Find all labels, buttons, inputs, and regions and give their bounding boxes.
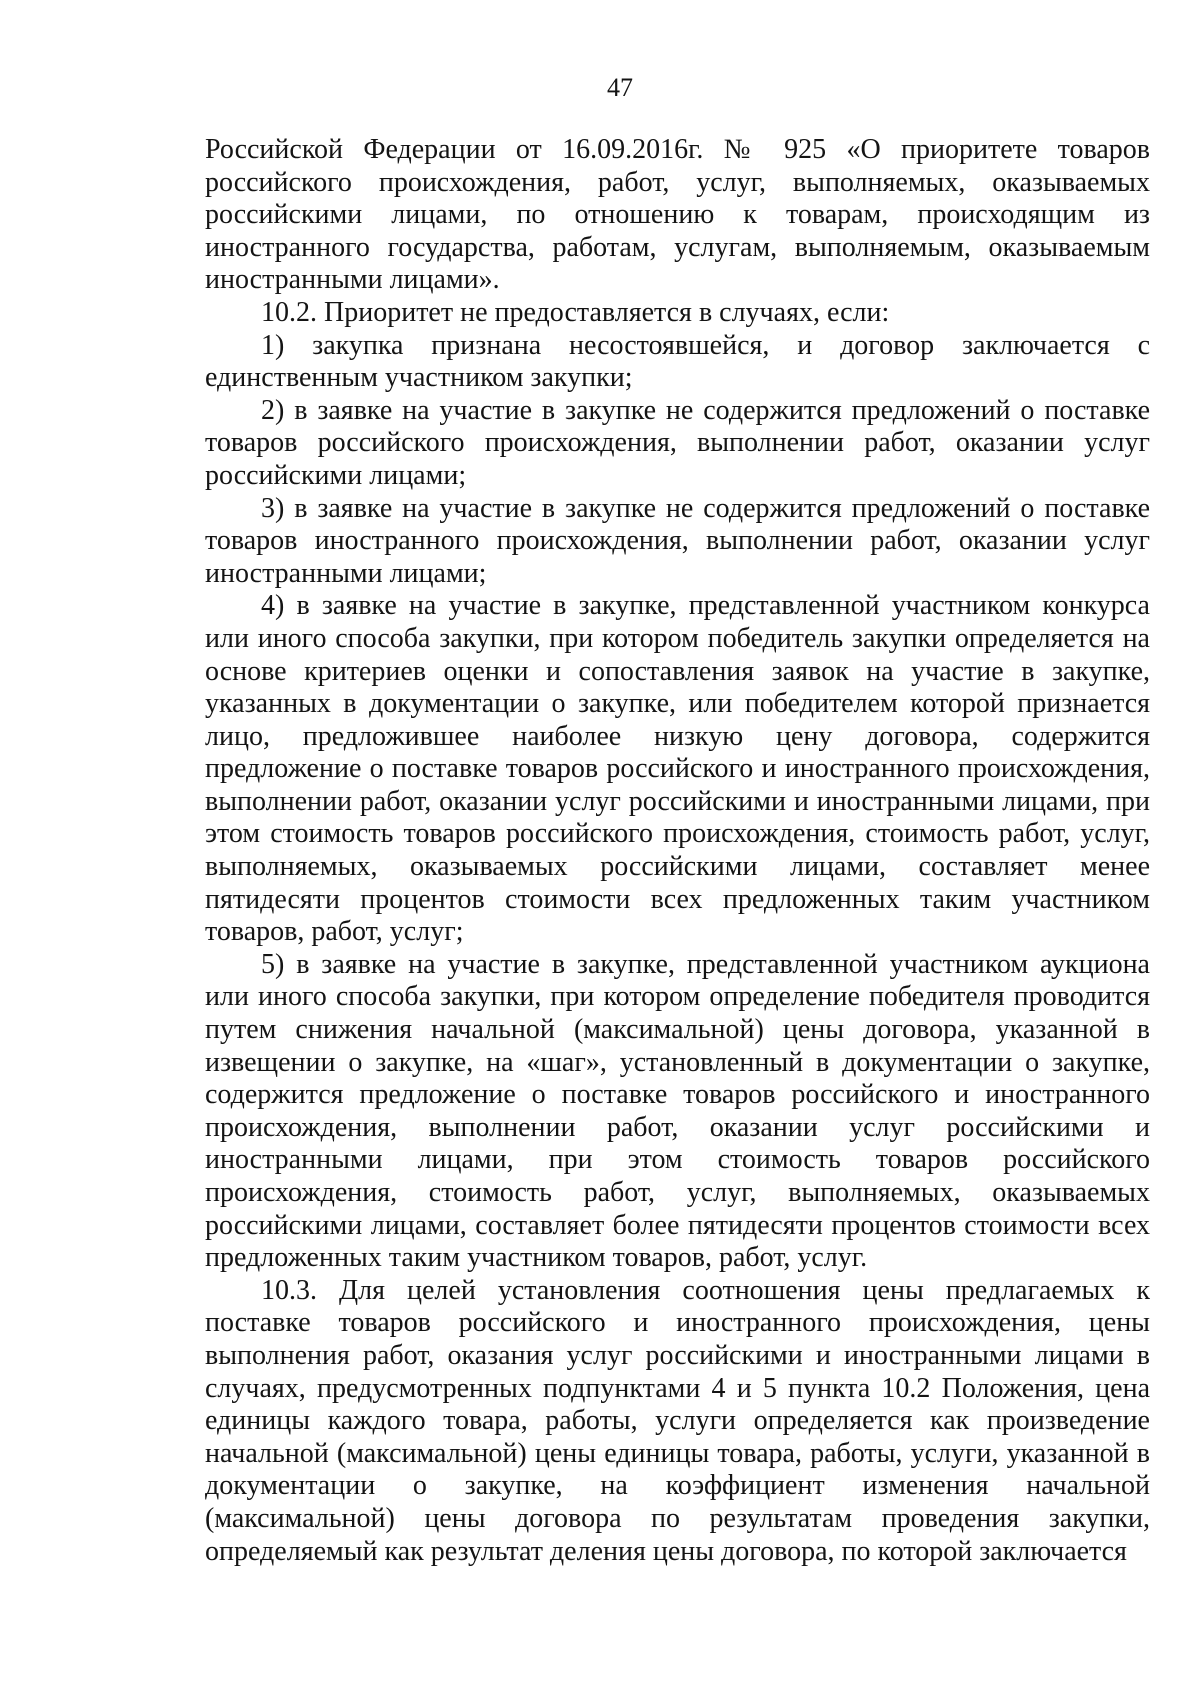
page-number: 47 bbox=[607, 73, 633, 102]
paragraph-10-2-item-3: 3) в заявке на участие в закупке не содержится предложений о поставке товаров иностранного происхождения, выполнении работ, оказании услуг иностранными лицами; bbox=[205, 492, 1150, 589]
paragraph-10-3: 10.3. Для целей установления соотношения цены предлагаемых к поставке товаров российского и иностранного происхождения, цены выполнения работ, оказания услуг российскими и иностранными лицами в случаях, предусмотренных подпунктами 4 и 5 пункта 10.2 Положения, цена единицы каждого товара, работы, услуги определяется как произведение начальной (максимальной) цены единицы товара, работы, услуги, указанной в документации о закупке, на коэффициент изменения начальной (максимальной) цены договора по результатам проведения закупки, определяемый как результат деления цены договора, по которой заключается bbox=[205, 1274, 1150, 1567]
paragraph-10-2-item-4: 4) в заявке на участие в закупке, представленной участником конкурса или иного способа закупки, при котором победитель закупки определяется на основе критериев оценки и сопоставления заявок на участие в закупке, указанных в документации о закупке, или победителем которой признается лицо, предложившее наиболее низкую цену договора, содержится предложение о поставке товаров российского и иностранного происхождения, выполнении работ, оказании услуг российскими и иностранными лицами, при этом стоимость товаров российского происхождения, стоимость работ, услуг, выполняемых, оказываемых российскими лицами, составляет менее пятидесяти процентов стоимости всех предложенных таким участником товаров, работ, услуг; bbox=[205, 590, 1150, 948]
paragraph-10-2: 10.2. Приоритет не предоставляется в случаях, если: bbox=[261, 296, 890, 328]
paragraph-federation-decree: Российской Федерации от 16.09.2016г. № 925 «О приоритете товаров российского происхождения, работ, услуг, выполняемых, оказываемых российскими лицами, по отношению к товарам, происходящим из иностранного государства, работам, услугам, выполняемым, оказываемым иностранными лицами». bbox=[205, 134, 1150, 296]
paragraph-10-2-item-2: 2) в заявке на участие в закупке не содержится предложений о поставке товаров российского происхождения, выполнении работ, оказании услуг российскими лицами; bbox=[205, 394, 1150, 491]
paragraph-10-2-item-1: 1) закупка признана несостоявшейся, и договор заключается с единственным участником закупки; bbox=[205, 329, 1150, 394]
document-body bbox=[205, 134, 1150, 1568]
paragraph-10-2-item-5: 5) в заявке на участие в закупке, представленной участником аукциона или иного способа закупки, при котором определение победителя проводится путем снижения начальной (максимальной) цены договора, указанной в извещении о закупке, на «шаг», установленный в документации о закупке, содержится предложение о поставке товаров российского и иностранного происхождения, выполнении работ, оказании услуг российскими и иностранными лицами, при этом стоимость товаров российского происхождения, стоимость работ, услуг, выполняемых, оказываемых российскими лицами, составляет более пятидесяти процентов стоимости всех предложенных таким участником товаров, работ, услуг. bbox=[205, 948, 1150, 1274]
